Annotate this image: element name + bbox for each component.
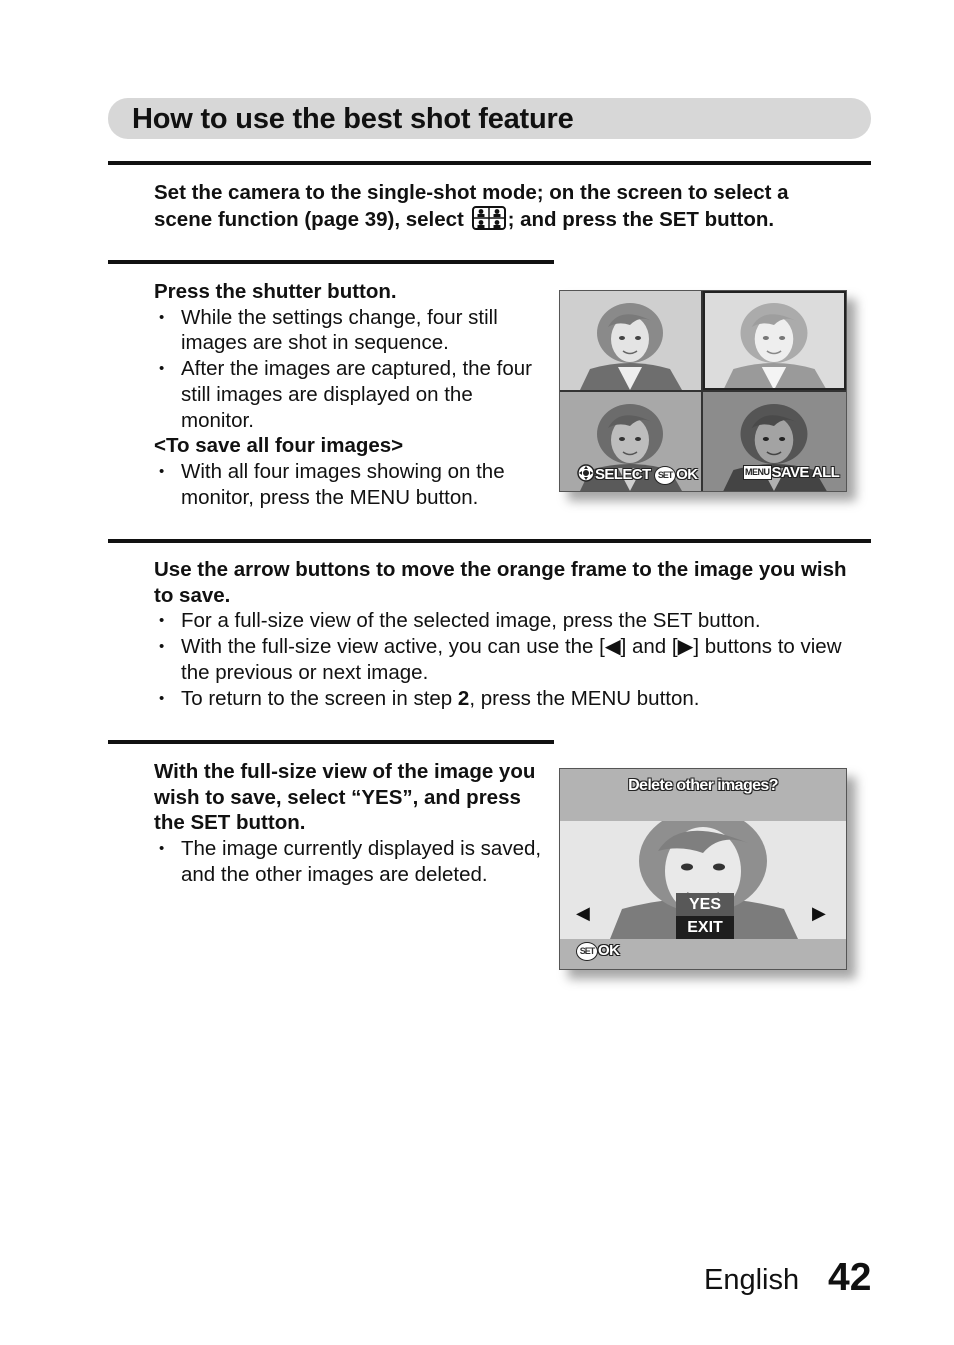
step4-rule xyxy=(108,740,554,744)
page-title: How to use the best shot feature xyxy=(132,103,574,135)
set-button-icon: SET xyxy=(576,942,598,961)
step2-sub-bullets xyxy=(154,459,539,510)
left-arrow-icon[interactable]: ◀ xyxy=(576,903,590,923)
step3-bullets xyxy=(154,608,866,711)
step4-text xyxy=(154,759,544,888)
step1-line2-b: ; and press the SET button. xyxy=(507,207,775,231)
step1-line2-a: scene function (page 39), select xyxy=(154,207,464,231)
list-item: • For a full-size view of the selected image, press the SET button. xyxy=(154,608,866,634)
section-title-bar xyxy=(108,98,871,139)
step2-subheading: <To save all four images> xyxy=(154,434,404,458)
step1-line2 xyxy=(154,206,864,237)
four-image-screen xyxy=(559,290,847,492)
step1-line1: Set the camera to the single-shot mode; on the screen to select a xyxy=(154,181,789,204)
step4-heading: With the full-size view of the image you wish to save, select “YES”, and press the SET button. xyxy=(154,760,536,835)
step2-text xyxy=(154,279,539,510)
set-ok-osd xyxy=(576,942,619,961)
step-reference: 2 xyxy=(457,686,470,710)
set-button-icon: SET xyxy=(654,466,676,485)
list-item xyxy=(154,686,866,712)
list-item: • The image currently displayed is saved, and the other images are deleted. xyxy=(154,836,544,887)
step1-rule xyxy=(108,161,871,165)
step4-bullets xyxy=(154,836,544,887)
list-item: • While the settings change, four still images are shot in sequence. xyxy=(154,305,539,356)
yes-exit-menu xyxy=(676,893,734,939)
menu-button-icon: MENU xyxy=(743,465,772,480)
ok-label: OK xyxy=(598,942,620,959)
best-shot-icon xyxy=(472,206,506,237)
exit-option[interactable]: EXIT xyxy=(676,916,734,939)
step2-rule xyxy=(108,260,554,264)
image-top-left xyxy=(560,291,701,390)
grid-divider-horizontal xyxy=(560,390,846,392)
save-all-osd xyxy=(743,464,839,481)
step1-instruction xyxy=(154,180,864,236)
step3-rule xyxy=(108,539,871,543)
select-label: SELECT xyxy=(595,466,651,483)
step2-bullets xyxy=(154,305,539,434)
save-all-label: SAVE ALL xyxy=(771,464,840,481)
list-item: • With all four images showing on the monitor, press the MENU button. xyxy=(154,459,539,510)
list-item: • After the images are captured, the four still images are displayed on the monitor. xyxy=(154,356,539,433)
list-item: • With the full-size view active, you can use the [◀] and [▶] buttons to view the previous or next image. xyxy=(154,634,866,685)
language-label: English xyxy=(704,1264,800,1296)
yes-option[interactable]: YES xyxy=(676,893,734,916)
step3-heading: Use the arrow buttons to move the orange frame to the image you wish to save. xyxy=(154,558,847,607)
delete-prompt: Delete other images? xyxy=(628,777,778,794)
step3-text xyxy=(154,557,866,711)
image-top-right-selected xyxy=(703,291,846,390)
delete-confirm-screen xyxy=(559,768,847,970)
step3-bullet3-c: , press the MENU button. xyxy=(469,686,700,710)
step3-bullet3-a: To return to the screen in step xyxy=(181,686,458,710)
arrow-pad-icon xyxy=(577,464,595,486)
page-number: 42 xyxy=(828,1256,872,1299)
right-arrow-icon[interactable]: ▶ xyxy=(812,903,826,923)
ok-label: OK xyxy=(676,466,698,483)
step2-heading: Press the shutter button. xyxy=(154,280,397,303)
select-osd xyxy=(577,464,697,486)
